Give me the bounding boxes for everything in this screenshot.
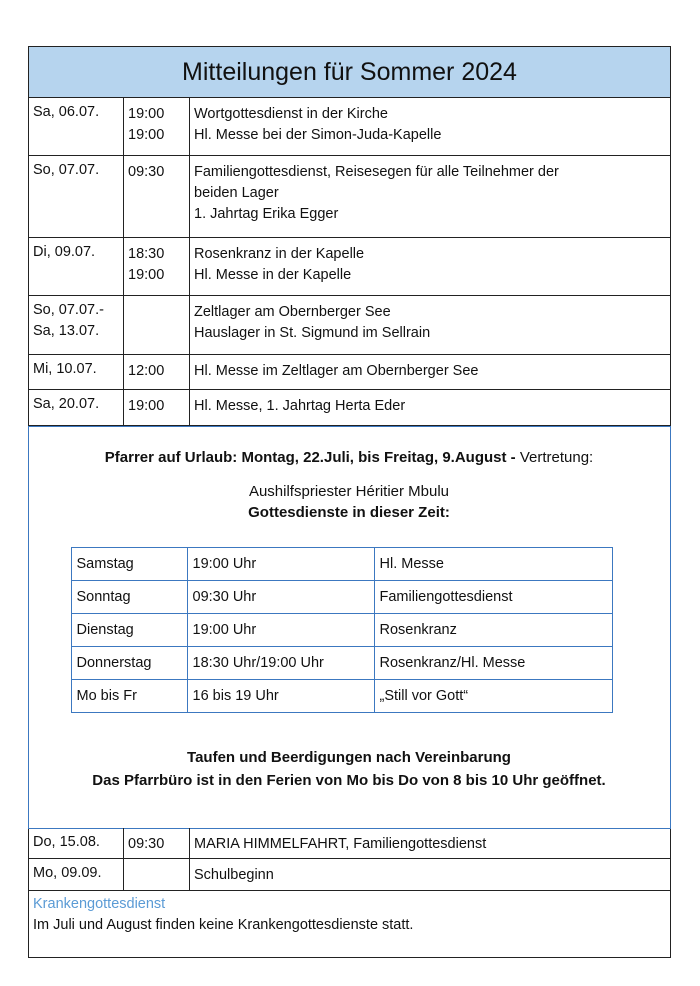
event-description-line: Familiengottesdienst, Reisesegen für alle Teilnehmer der — [194, 164, 559, 180]
event-time — [124, 98, 190, 155]
event-description-line: Hauslager in St. Sigmund im Sellrain — [194, 325, 431, 341]
event-date-line: So, 07.07. — [33, 162, 100, 178]
event-description — [190, 390, 670, 425]
event-description — [190, 859, 670, 890]
schedule-time: 16 bis 19 Uhr — [187, 680, 374, 713]
event-date — [29, 296, 124, 354]
event-row — [29, 238, 670, 296]
schedule-row — [71, 614, 612, 647]
event-date — [29, 859, 124, 890]
event-date-line: So, 07.07.- — [33, 302, 104, 318]
schedule-service: Rosenkranz — [374, 614, 612, 647]
event-description-line: Hl. Messe, 1. Jahrtag Herta Eder — [194, 398, 406, 414]
event-row — [29, 156, 670, 238]
vacation-schedule-table — [71, 547, 613, 713]
event-time — [124, 156, 190, 237]
event-time-line: 19:00 — [128, 267, 165, 283]
event-description-line: Rosenkranz in der Kapelle — [194, 246, 365, 262]
baptism-funeral-note: Taufen und Beerdigungen nach Vereinbarung — [187, 749, 511, 766]
event-date-line: Sa, 20.07. — [33, 396, 100, 412]
event-row — [29, 859, 670, 891]
event-description-line: 1. Jahrtag Erika Egger — [194, 206, 339, 222]
event-date — [29, 156, 124, 237]
vacation-dates: Pfarrer auf Urlaub: Montag, 22.Juli, bis Freitag, 9.August - — [104, 449, 520, 466]
event-date — [29, 355, 124, 389]
schedule-row — [71, 548, 612, 581]
event-row — [29, 296, 670, 355]
event-date-line: Mo, 09.09. — [33, 865, 102, 881]
vacation-section — [28, 426, 671, 829]
sick-service-heading: Krankengottesdienst — [33, 896, 166, 912]
event-time-line: 19:00 — [128, 106, 165, 122]
schedule-day: Donnerstag — [71, 647, 187, 680]
schedule-day: Sonntag — [71, 581, 187, 614]
schedule-row — [71, 581, 612, 614]
event-row — [29, 390, 670, 426]
event-description-line: beiden Lager — [194, 185, 279, 201]
event-row — [29, 355, 670, 390]
schedule-time: 18:30 Uhr/19:00 Uhr — [187, 647, 374, 680]
sick-service-text: Im Juli und August finden keine Krankengottesdienste statt. — [33, 917, 414, 933]
event-time-line: 09:30 — [128, 164, 165, 180]
schedule-row — [71, 647, 612, 680]
event-time — [124, 238, 190, 295]
event-time-line: 12:00 — [128, 363, 165, 379]
event-date — [29, 98, 124, 155]
event-description — [190, 238, 670, 295]
event-description — [190, 828, 670, 858]
event-row — [29, 828, 670, 859]
office-hours-note: Das Pfarrbüro ist in den Ferien von Mo bis Do von 8 bis 10 Uhr geöffnet. — [92, 772, 606, 789]
event-time-line: 19:00 — [128, 127, 165, 143]
event-time-line: 18:30 — [128, 246, 165, 262]
event-date — [29, 238, 124, 295]
event-time-line: 09:30 — [128, 836, 165, 852]
event-date-line: Do, 15.08. — [33, 834, 100, 850]
event-time — [124, 859, 190, 890]
event-description-line: Schulbeginn — [194, 867, 274, 883]
schedule-service: „Still vor Gott“ — [374, 680, 612, 713]
page-title: Mitteilungen für Sommer 2024 — [29, 47, 670, 98]
event-description — [190, 156, 670, 237]
vacation-notice — [29, 449, 670, 466]
schedule-row — [71, 680, 612, 713]
event-description-line: Wortgottesdienst in der Kirche — [194, 106, 388, 122]
schedule-time: 09:30 Uhr — [187, 581, 374, 614]
schedule-time: 19:00 Uhr — [187, 548, 374, 581]
event-description — [190, 98, 670, 155]
event-date-line: Di, 09.07. — [33, 244, 96, 260]
event-date-line: Sa, 13.07. — [33, 323, 100, 339]
sick-service-note — [29, 892, 670, 938]
event-time — [124, 828, 190, 858]
schedule-day: Dienstag — [71, 614, 187, 647]
announcement-sheet — [28, 46, 671, 958]
event-row — [29, 98, 670, 156]
event-description-line: Hl. Messe bei der Simon-Juda-Kapelle — [194, 127, 442, 143]
event-date-line: Sa, 06.07. — [33, 104, 100, 120]
event-description — [190, 355, 670, 389]
schedule-day: Samstag — [71, 548, 187, 581]
event-time-line: 19:00 — [128, 398, 165, 414]
schedule-service: Hl. Messe — [374, 548, 612, 581]
event-date — [29, 390, 124, 425]
event-date — [29, 828, 124, 858]
schedule-day: Mo bis Fr — [71, 680, 187, 713]
schedule-service: Familiengottesdienst — [374, 581, 612, 614]
event-description-line: Zeltlager am Obernberger See — [194, 304, 391, 320]
event-description-line: Hl. Messe im Zeltlager am Obernberger See — [194, 363, 479, 379]
schedule-time: 19:00 Uhr — [187, 614, 374, 647]
event-description-line: MARIA HIMMELFAHRT, Familiengottesdienst — [194, 836, 487, 852]
substitute-label: Vertretung: — [519, 449, 594, 466]
event-time — [124, 355, 190, 389]
event-description-line: Hl. Messe in der Kapelle — [194, 267, 352, 283]
event-description — [190, 296, 670, 354]
event-date-line: Mi, 10.07. — [33, 361, 97, 377]
event-time — [124, 296, 190, 354]
substitute-name: Aushilfspriester Héritier Mbulu — [248, 483, 450, 500]
services-heading: Gottesdienste in dieser Zeit: — [248, 504, 450, 521]
event-time — [124, 390, 190, 425]
schedule-service: Rosenkranz/Hl. Messe — [374, 647, 612, 680]
